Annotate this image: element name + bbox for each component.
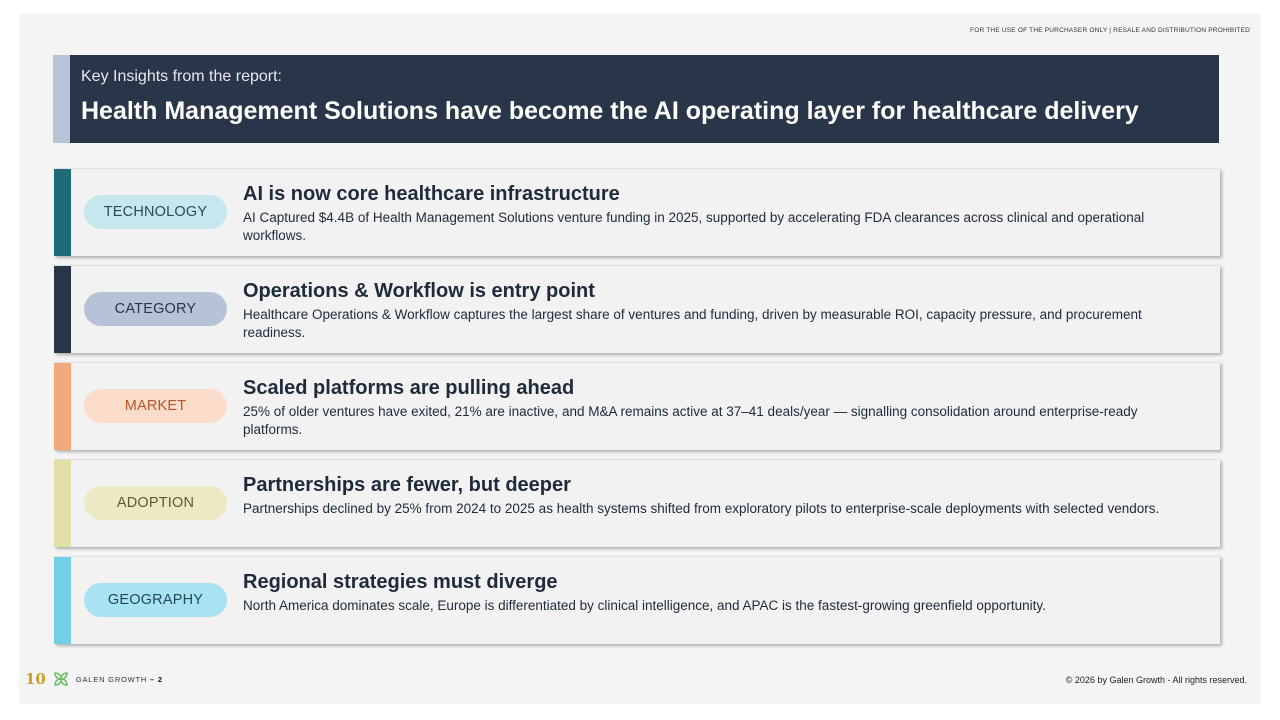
tag-pill-technology: TECHNOLOGY <box>84 195 227 229</box>
insight-heading: Regional strategies must diverge <box>243 571 558 593</box>
footer-brand-name <box>76 675 163 684</box>
brand-text: GALEN GROWTH <box>75 674 148 684</box>
insight-body: 25% of older ventures have exited, 21% are inactive, and M&A remains active at 37–41 deals/year — signalling consolidation around enterprise-ready platforms. <box>243 404 1138 437</box>
card-stripe <box>54 266 71 353</box>
insight-card-geography <box>54 556 1220 644</box>
footer-brand-block <box>25 670 163 688</box>
tag-pill-category: CATEGORY <box>84 292 227 326</box>
tag-pill-market: MARKET <box>84 389 227 423</box>
insight-heading: Operations & Workflow is entry point <box>243 280 595 302</box>
galen-growth-logo-icon <box>52 670 70 688</box>
page-title: Health Management Solutions have become the AI operating layer for healthcare delivery <box>81 97 1139 125</box>
insight-body: North America dominates scale, Europe is differentiated by clinical intelligence, and APAC is the fastest-growing greenfield opportunity. <box>243 598 1046 613</box>
copyright: © 2026 by Galen Growth - All rights reserved. <box>1065 675 1247 685</box>
card-stripe <box>54 557 71 644</box>
disclaimer: FOR THE USE OF THE PURCHASER ONLY | RESALE AND DISTRIBUTION PROHIBITED <box>970 27 1250 34</box>
insight-body: Healthcare Operations & Workflow captures the largest share of ventures and funding, driven by measurable ROI, capacity pressure, and procurement readiness. <box>243 307 1142 340</box>
card-stripe <box>54 363 71 450</box>
tag-pill-adoption: ADOPTION <box>84 486 227 520</box>
card-stripe <box>54 169 71 256</box>
insight-body: Partnerships declined by 25% from 2024 to 2025 as health systems shifted from exploratory pilots to enterprise-scale deployments with selected vendors. <box>243 501 1160 516</box>
insight-heading: AI is now core healthcare infrastructure <box>243 183 620 205</box>
slide <box>19 14 1261 704</box>
header-banner <box>53 55 1219 143</box>
card-stripe <box>54 460 71 547</box>
tag-pill-geography: GEOGRAPHY <box>84 583 227 617</box>
insight-card-category <box>54 265 1220 353</box>
insight-heading: Partnerships are fewer, but deeper <box>243 474 571 496</box>
page-number: – 2 <box>150 674 163 684</box>
insight-card-adoption <box>54 459 1220 547</box>
header-accent <box>53 55 70 143</box>
insight-card-technology <box>54 168 1220 256</box>
header-kicker: Key Insights from the report: <box>81 68 282 85</box>
insight-body: AI Captured $4.4B of Health Management Solutions venture funding in 2025, supported by accelerating FDA clearances across clinical and operational workflows. <box>243 210 1145 243</box>
insight-card-market <box>54 362 1220 450</box>
anniversary-logo: 10 <box>25 670 46 688</box>
insight-heading: Scaled platforms are pulling ahead <box>243 377 575 399</box>
